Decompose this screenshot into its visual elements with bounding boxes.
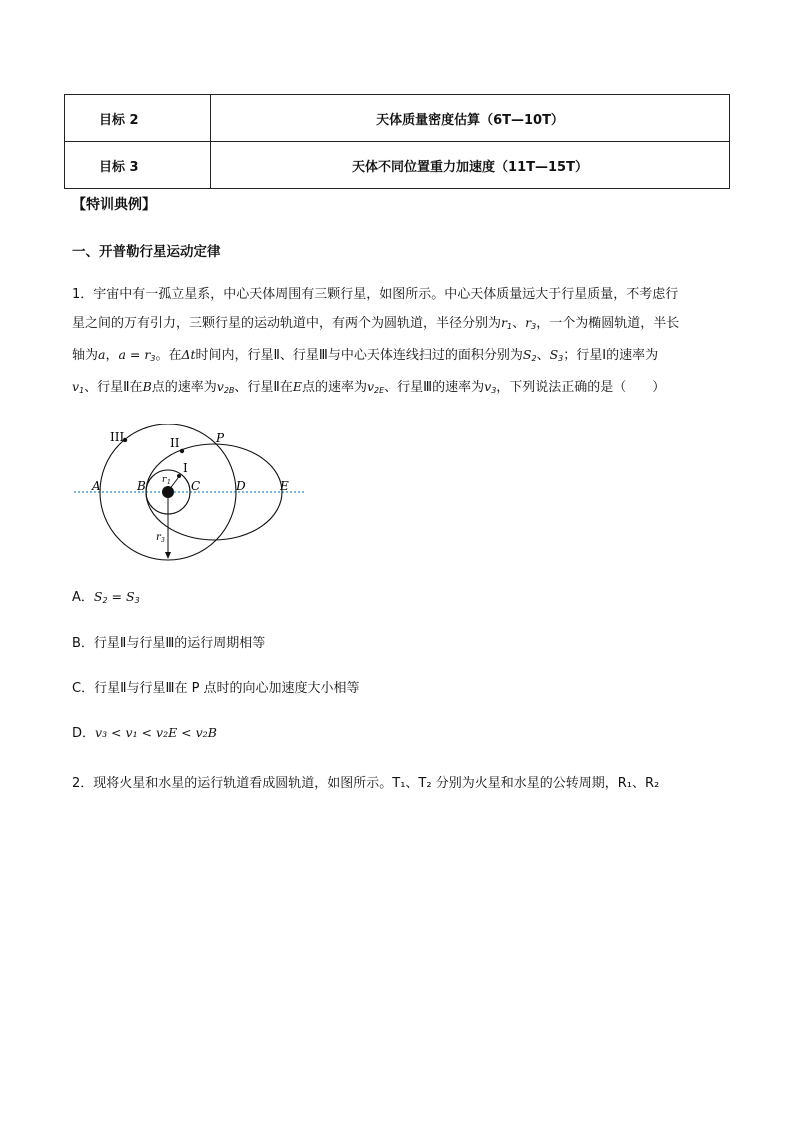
var-s3-sub: 3 bbox=[558, 354, 564, 363]
q1-text: 轴为 bbox=[72, 348, 99, 363]
option-a-sub: 3 bbox=[134, 596, 140, 605]
q1-text: 星之间的万有引力，三颗行星的运动轨道中，有两个为圆轨道，半径分别为 bbox=[72, 316, 502, 331]
var-v2b-sub: 2B bbox=[223, 386, 235, 395]
label-iii: III bbox=[110, 430, 125, 444]
q1-text: 时间内，行星Ⅱ、行星Ⅲ与中心天体连线扫过的面积分别为 bbox=[195, 348, 523, 363]
var-s2-sub: 2 bbox=[531, 354, 537, 363]
option-b[interactable]: B．行星Ⅱ与行星Ⅲ的运行周期相等 bbox=[72, 636, 266, 651]
label-c: C bbox=[191, 479, 201, 493]
label-p: P bbox=[216, 431, 225, 445]
q1-text: 、行星Ⅱ在 bbox=[234, 380, 293, 395]
q1-text: ， bbox=[105, 348, 119, 363]
q1-line-1: 1．宇宙中有一孤立星系，中心天体周围有三颗行星，如图所示。中心天体质量远大于行星质量，不考虑行 bbox=[72, 287, 679, 302]
q1-line-2 bbox=[72, 309, 732, 341]
q1-text: ，下列说法正确的是（ ） bbox=[496, 380, 666, 395]
var-a-eq-sub: 3 bbox=[150, 354, 156, 363]
var-v2e: v bbox=[366, 379, 375, 394]
label-ii: II bbox=[170, 436, 180, 450]
var-e: E bbox=[292, 379, 302, 394]
question-1-text bbox=[72, 281, 732, 405]
goal-label: 目标 3 bbox=[65, 142, 211, 189]
label-e: E bbox=[280, 479, 289, 493]
var-v1: v bbox=[72, 379, 80, 394]
q1-text: 点的速率为 bbox=[301, 380, 367, 395]
option-a-sub: 2 bbox=[102, 596, 108, 605]
question-2-text: 2．现将火星和水星的运行轨道看成圆轨道，如图所示。T₁、T₂ 分别为火星和水星的公转周期，R₁、R₂ bbox=[72, 776, 660, 791]
option-a-math: S bbox=[93, 589, 103, 604]
q1-text: 、 bbox=[536, 348, 550, 363]
q1-text: 、 bbox=[512, 316, 526, 331]
goal-label: 目标 2 bbox=[65, 95, 211, 142]
option-a[interactable] bbox=[72, 586, 140, 605]
var-b: B bbox=[142, 379, 152, 394]
goals-table-row bbox=[65, 95, 730, 142]
var-v2e-sub: 2E bbox=[374, 386, 385, 395]
planet-i-dot bbox=[177, 474, 181, 478]
orbit-diagram bbox=[72, 424, 312, 574]
goal-content: 天体不同位置重力加速度（11T—15T） bbox=[211, 142, 730, 189]
q1-line-3 bbox=[72, 341, 732, 373]
label-r1-sub: 1 bbox=[167, 479, 171, 486]
var-r3: r bbox=[525, 315, 532, 330]
var-r1: r bbox=[501, 315, 507, 330]
label-d: D bbox=[236, 479, 246, 493]
var-r1-sub: 1 bbox=[507, 322, 513, 331]
var-dt: Δt bbox=[181, 347, 196, 362]
option-a-eq: = S bbox=[107, 589, 135, 604]
label-r1: r bbox=[162, 475, 167, 485]
var-v1-sub: 1 bbox=[79, 386, 85, 395]
var-s3: S bbox=[549, 347, 559, 362]
q1-line-4 bbox=[72, 373, 732, 405]
goal-content: 天体质量密度估算（6T—10T） bbox=[211, 95, 730, 142]
label-r3-sub: 3 bbox=[161, 537, 165, 544]
var-v3-sub: 3 bbox=[491, 386, 497, 395]
label-i: I bbox=[183, 461, 188, 475]
label-a: A bbox=[92, 479, 101, 493]
var-v3: v bbox=[484, 379, 492, 394]
option-c[interactable]: C．行星Ⅱ与行星Ⅲ在 P 点时的向心加速度大小相等 bbox=[72, 681, 360, 696]
goals-table bbox=[64, 94, 730, 189]
option-d-math: v₃ < v₁ < v₂E < v₂B bbox=[95, 725, 217, 740]
section-heading: 一、开普勒行星运动定律 bbox=[72, 244, 221, 260]
label-r3: r bbox=[156, 532, 161, 543]
var-r3-sub: 3 bbox=[531, 322, 537, 331]
planet-ii-dot bbox=[180, 449, 184, 453]
var-v2b: v bbox=[216, 379, 224, 394]
var-s2: S bbox=[522, 347, 532, 362]
option-d-prefix: D． bbox=[72, 726, 96, 741]
section-label: 【特训典例】 bbox=[72, 197, 156, 213]
q1-text: 、行星Ⅱ在 bbox=[84, 380, 143, 395]
q1-text: 、行星Ⅲ的速率为 bbox=[384, 380, 485, 395]
q1-text: ；行星Ⅰ的速率为 bbox=[563, 348, 659, 363]
q1-text: 。在 bbox=[155, 348, 182, 363]
var-a-eq: a = r bbox=[118, 347, 151, 362]
r3-arrowhead bbox=[165, 552, 171, 559]
q1-text: 点的速率为 bbox=[151, 380, 217, 395]
goals-table-row bbox=[65, 142, 730, 189]
label-b: B bbox=[137, 479, 146, 493]
option-d[interactable] bbox=[72, 722, 217, 741]
q1-text: ，一个为椭圆轨道，半长 bbox=[536, 316, 680, 331]
option-a-prefix: A． bbox=[72, 590, 94, 605]
var-a: a bbox=[98, 347, 106, 362]
